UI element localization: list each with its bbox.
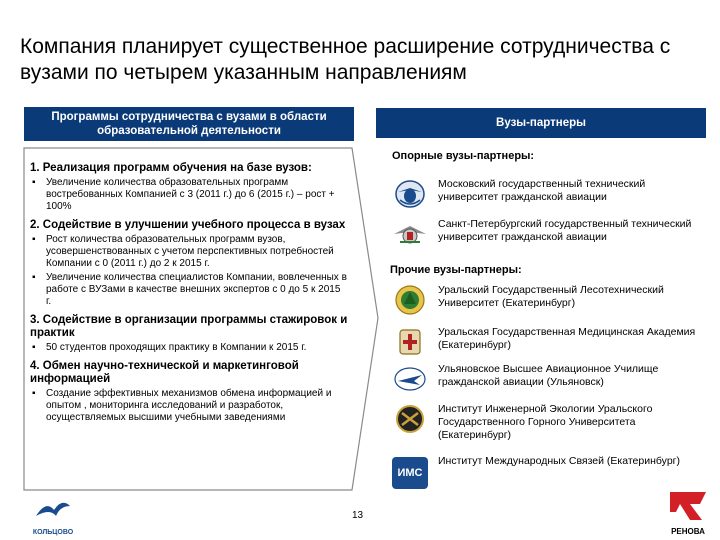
section-2-heading: 2. Содействие в улучшении учебного процесса в вузах: [30, 219, 346, 231]
programs-header: Программы сотрудничества с вузами в области образовательной деятельности: [24, 107, 354, 141]
core-uni-1: [392, 178, 712, 218]
section-1-bullet-1: ▪ Увеличение количества образовательных программ востребованных Компанией с 3 (2011 г.) до 6 (2015 г.) – рост + 100%: [30, 177, 348, 213]
renova-mark-icon: [666, 490, 710, 522]
other-uni-5-name: Институт Международных Связей (Екатеринбург): [438, 455, 680, 467]
section-4-bullet-1: ▪ Создание эффективных механизмов обмена информацией и опытом , мониторинга исследований и разработок, осуществляемых высшими учебными заведениями: [30, 388, 348, 424]
mgtu-ga-emblem-icon: [392, 178, 428, 210]
ims-logo-text: ИМС: [397, 467, 423, 479]
other-uni-4: [392, 403, 712, 443]
medical-academy-emblem-icon: [392, 326, 428, 358]
other-uni-2-name: Уральская Государственная Медицинская Академия (Екатеринбург): [438, 326, 696, 351]
page-number: 13: [352, 510, 364, 521]
core-uni-2: [392, 218, 712, 258]
section-3-bullet-1: ▪ 50 студентов проходящих практику в Компании к 2015 г.: [30, 342, 348, 354]
slide-title: Компания планирует существенное расширение сотрудничества с вузами по четырем указанным направлениям: [20, 35, 671, 84]
renova-logo: [666, 490, 710, 536]
programs-list: [30, 162, 348, 424]
other-uni-2: [392, 326, 712, 366]
section-2-bullet-2: ▪ Увеличение количества специалистов Компании, вовлеченных в работе с ВУЗами в качестве внешних экспертов с 0 до 5 к 2015 г.: [30, 272, 348, 308]
section-4-heading: 4. Обмен научно-технической и маркетинговой информацией: [30, 360, 299, 385]
spbgu-ga-emblem-icon: [392, 218, 428, 250]
other-partners-label: Прочие вузы-партнеры:: [390, 264, 522, 276]
aviation-school-emblem-icon: [392, 363, 428, 395]
forest-university-emblem-icon: [392, 284, 428, 316]
other-uni-3-name: Ульяновское Высшее Авиационное Училище гражданской авиации (Ульяновск): [438, 363, 659, 388]
mining-university-emblem-icon: [392, 403, 428, 435]
ims-logo-icon: [392, 457, 428, 489]
other-uni-3: [392, 363, 712, 403]
koltsovo-logo: [32, 496, 74, 536]
core-uni-1-name: Московский государственный технический университет гражданской авиации: [438, 178, 646, 203]
core-partners-label: Опорные вузы-партнеры:: [392, 150, 535, 162]
section-3-heading: 3. Содействие в организации программы стажировок и практик: [30, 314, 348, 339]
other-uni-4-name: Институт Инженерной Экологии Уральского Государственного Горного Университета (Екатеринбург): [438, 403, 653, 441]
koltsovo-bird-icon: [32, 496, 74, 524]
partners-header: Вузы-партнеры: [376, 108, 706, 138]
koltsovo-logo-text: КОЛЬЦОВО: [32, 529, 74, 536]
renova-logo-text: РЕНОВА: [671, 527, 705, 536]
section-1-heading: 1. Реализация программ обучения на базе вузов:: [30, 162, 312, 174]
other-uni-5: [392, 455, 712, 495]
other-uni-1: [392, 284, 712, 324]
section-2-bullet-1: ▪ Рост количества образовательных программ вузов, усовершенствованных с учетом перспективных потребностей Компании с 0 (2011 г.) до 2 к 2015 г.: [30, 234, 348, 270]
core-uni-2-name: Санкт-Петербургский государственный технический университет гражданской авиации: [438, 218, 692, 243]
other-uni-1-name: Уральский Государственный Лесотехнический Университет (Екатеринбург): [438, 284, 664, 309]
